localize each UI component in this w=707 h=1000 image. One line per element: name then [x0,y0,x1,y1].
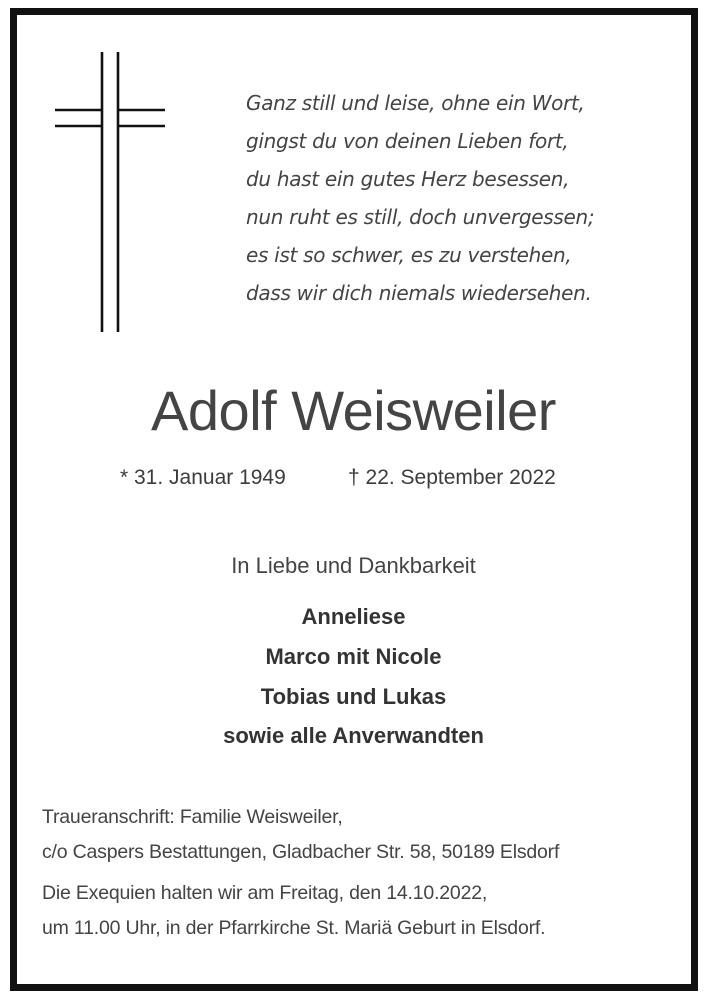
deceased-name: Adolf Weisweiler [151,379,556,442]
birth-date: * 31. Januar 1949 [120,466,286,489]
poem-line: dass wir dich niemals wiedersehen. [246,281,592,305]
service-line: um 11.00 Uhr, in der Pfarrkirche St. Mariä Geburt in Elsdorf. [42,917,546,939]
mourner-name: Tobias und Lukas [260,684,447,709]
cross-icon [55,52,165,332]
relatives-line: sowie alle Anverwandten [223,723,484,748]
poem-line: nun ruht es still, doch unvergessen; [246,205,595,229]
poem [246,84,666,312]
poem-line: Ganz still und leise, ohne ein Wort, [246,91,585,115]
service-line: Die Exequien halten wir am Freitag, den 14.10.2022, [42,882,488,904]
poem-line: gingst du von deinen Lieben fort, [246,129,569,153]
mourners-intro: In Liebe und Dankbarkeit [231,553,476,578]
poem-line: du hast ein gutes Herz besessen, [246,167,570,191]
mourning-address [42,800,682,870]
mourner-name: Anneliese [301,604,406,629]
mourners-list [0,597,707,717]
poem-line: es ist so schwer, es zu verstehen, [246,243,572,267]
mourner-name: Marco mit Nicole [265,644,442,669]
address-line: Traueranschrift: Familie Weisweiler, [42,806,343,828]
death-date: † 22. September 2022 [348,466,556,489]
service-info [42,876,682,946]
address-line: c/o Caspers Bestattungen, Gladbacher Str. 58, 50189 Elsdorf [42,841,560,863]
